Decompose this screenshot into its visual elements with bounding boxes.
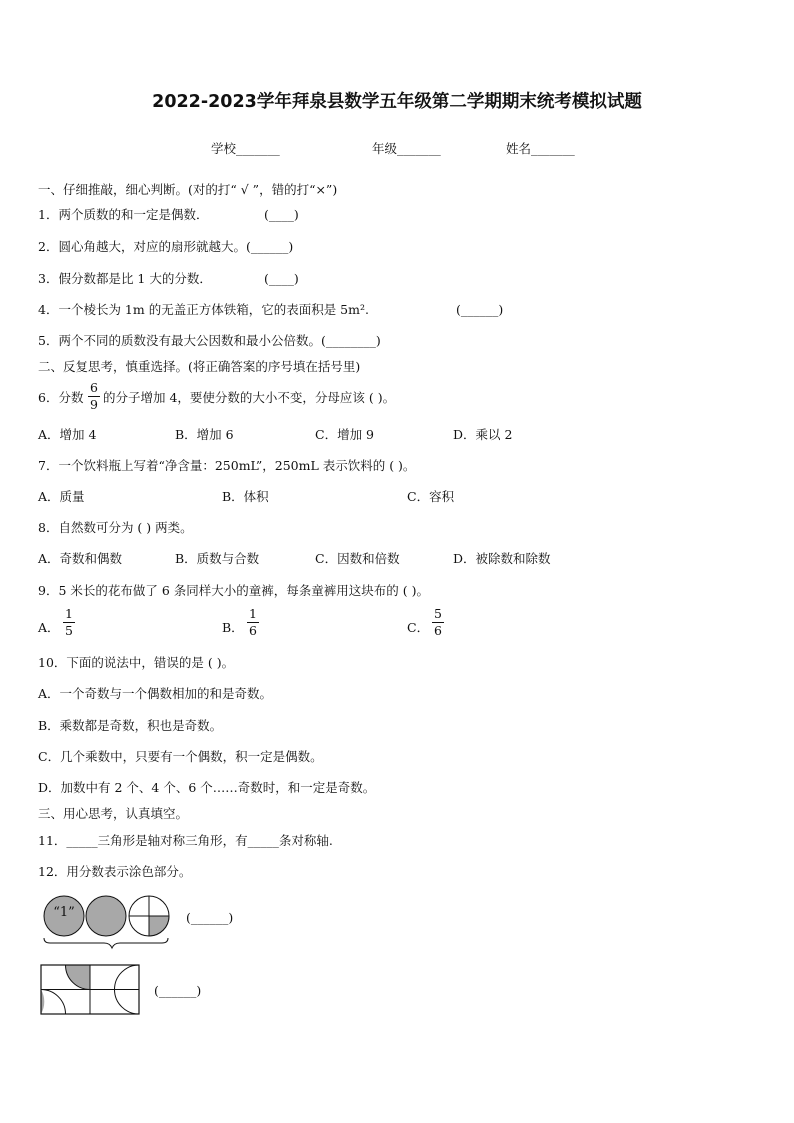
q7-option-b[interactable]: B．体积 xyxy=(222,489,269,504)
question-11: 11．_____三角形是轴对称三角形，有_____条对称轴. xyxy=(38,833,333,848)
question-3: 3．假分数都是比 1 大的分数． xyxy=(38,271,212,286)
q9-option-a-fraction xyxy=(62,607,76,638)
q9-option-c[interactable]: C． xyxy=(407,620,430,635)
q8-option-c[interactable]: C．因数和倍数 xyxy=(315,551,400,566)
question-5: 5．两个不同的质数没有最大公因数和最小公倍数。(________) xyxy=(38,333,381,348)
grouping-brace xyxy=(44,938,168,948)
page-title: 2022-2023学年拜泉县数学五年级第二学期期末统考模拟试题 xyxy=(152,92,642,112)
question-4: 4．一个棱长为 1m 的无盖正方体铁箱，它的表面积是 5m². xyxy=(38,302,369,317)
q9-option-a[interactable]: A． xyxy=(38,620,60,635)
q6-option-c[interactable]: C．增加 9 xyxy=(315,427,374,442)
question-6-prefix: 6．分数 xyxy=(38,390,84,405)
fraction-numerator: 1 xyxy=(249,606,257,621)
grade-field[interactable]: 年级_______ xyxy=(372,141,441,156)
question-8: 8．自然数可分为 ( ) 两类。 xyxy=(38,520,193,535)
q9-option-b[interactable]: B． xyxy=(222,620,244,635)
q8-option-d[interactable]: D．被除数和除数 xyxy=(453,551,551,566)
q8-option-a[interactable]: A．奇数和偶数 xyxy=(38,551,123,566)
fraction-denominator: 5 xyxy=(65,623,73,638)
q10-option-b[interactable]: B．乘数都是奇数，积也是奇数。 xyxy=(38,718,223,733)
fraction-denominator: 6 xyxy=(434,623,442,638)
question-9: 9．5 米长的花布做了 6 条同样大小的童裤，每条童裤用这块布的 ( )。 xyxy=(38,583,429,598)
question-1: 1．两个质数的和一定是偶数． xyxy=(38,207,209,222)
answer-blank-1[interactable]: (____) xyxy=(264,207,299,222)
section1-heading: 一、仔细推敲，细心判断。(对的打“ √ ”，错的打“×”) xyxy=(38,182,338,197)
unit-label: “1” xyxy=(53,905,75,920)
q12-answer-blank-2[interactable]: (______) xyxy=(154,983,202,998)
q7-option-a[interactable]: A．质量 xyxy=(38,489,85,504)
fraction-denominator: 9 xyxy=(90,397,98,412)
quarter-circle-3 xyxy=(129,896,169,936)
fraction-numerator: 1 xyxy=(65,606,73,621)
shaded-circle-2 xyxy=(86,896,126,936)
answer-blank-3[interactable]: (____) xyxy=(264,271,299,286)
section2-heading: 二、反复思考，慎重选择。(将正确答案的序号填在括号里) xyxy=(38,359,361,374)
q12-rectangle-figure xyxy=(40,964,142,1018)
q10-option-c[interactable]: C．几个乘数中，只要有一个偶数，积一定是偶数。 xyxy=(38,749,323,764)
q6-option-b[interactable]: B．增加 6 xyxy=(175,427,234,442)
q12-answer-blank-1[interactable]: (______) xyxy=(186,910,234,925)
q7-option-c[interactable]: C．容积 xyxy=(407,489,455,504)
name-field[interactable]: 姓名_______ xyxy=(506,141,575,156)
q12-circles-figure xyxy=(36,890,176,950)
q8-option-b[interactable]: B．质数与合数 xyxy=(175,551,260,566)
answer-blank-4[interactable]: (______) xyxy=(456,302,504,317)
question-6-text: 的分子增加 4，要使分数的大小不变，分母应该 ( )。 xyxy=(103,390,396,405)
q6-option-a[interactable]: A．增加 4 xyxy=(38,427,97,442)
question-10: 10．下面的说法中，错误的是 ( )。 xyxy=(38,655,235,670)
q6-option-d[interactable]: D．乘以 2 xyxy=(453,427,513,442)
question-6-fraction xyxy=(87,381,101,412)
q10-option-a[interactable]: A．一个奇数与一个偶数相加的和是奇数。 xyxy=(38,686,273,701)
q9-option-c-fraction xyxy=(431,607,445,638)
question-7: 7．一个饮料瓶上写着“净含量：250mL”，250mL 表示饮料的 ( )。 xyxy=(38,458,416,473)
fraction-numerator: 6 xyxy=(90,380,98,395)
question-2: 2．圆心角越大，对应的扇形就越大。(______) xyxy=(38,239,294,254)
q9-option-b-fraction xyxy=(246,607,260,638)
school-field[interactable]: 学校_______ xyxy=(211,141,280,156)
question-12: 12．用分数表示涂色部分。 xyxy=(38,864,192,879)
fraction-denominator: 6 xyxy=(249,623,257,638)
fraction-numerator: 5 xyxy=(434,606,442,621)
q10-option-d[interactable]: D．加数中有 2 个、4 个、6 个……奇数时，和一定是奇数。 xyxy=(38,780,376,795)
section3-heading: 三、用心思考，认真填空。 xyxy=(38,806,189,821)
